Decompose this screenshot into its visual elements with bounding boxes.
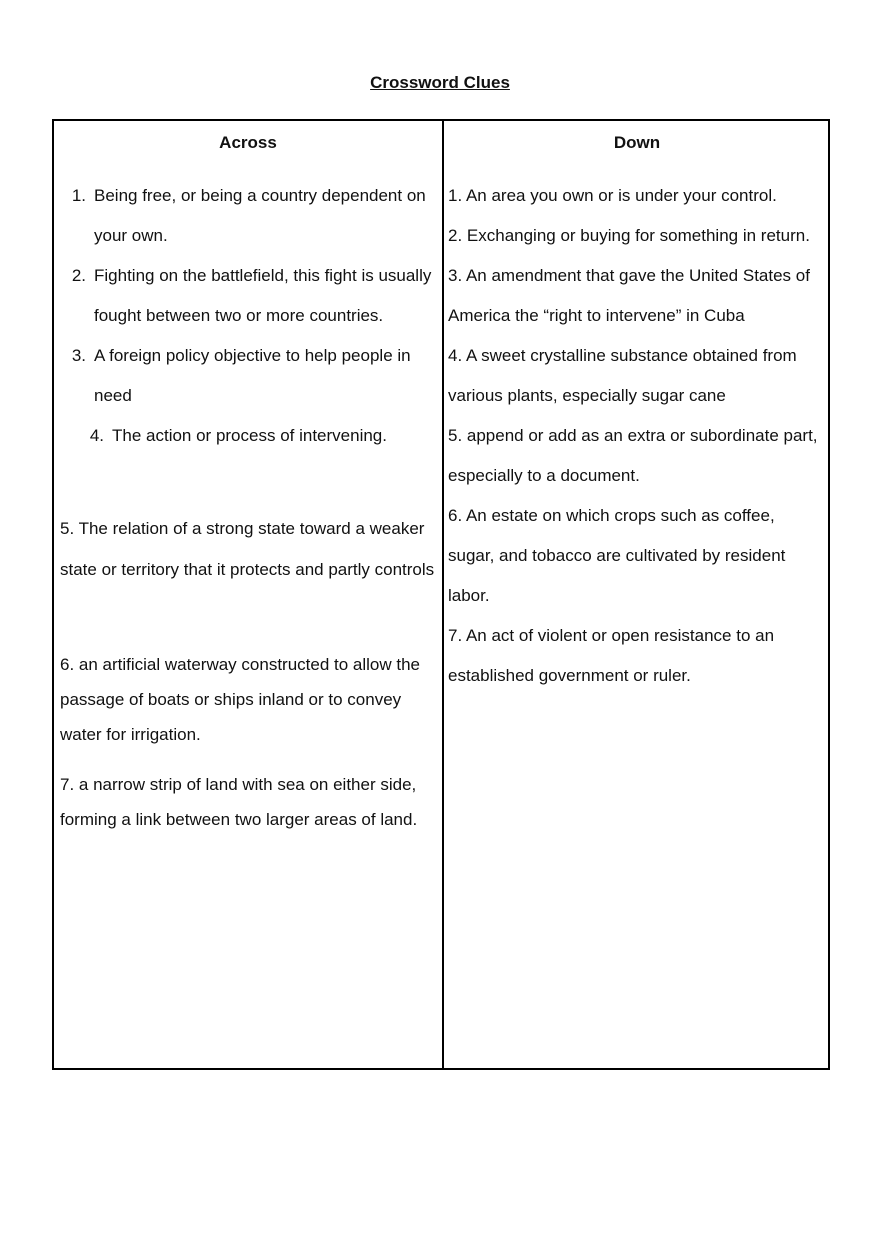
across-clue-2 — [54, 256, 438, 336]
clues-table — [52, 119, 830, 1070]
clue-text: The action or process of intervening. — [112, 426, 387, 445]
down-clue-5: 5. append or add as an extra or subordinate part, especially to a document. — [448, 426, 818, 485]
clue-text: Fighting on the battlefield, this fight is usually fought between two or more countries. — [94, 266, 432, 325]
across-clue-4 — [54, 416, 438, 456]
clue-number: 4. — [89, 426, 104, 445]
clue-number: 2. — [71, 266, 86, 285]
down-clue-7: 7. An act of violent or open resistance to an established government or ruler. — [448, 626, 775, 685]
down-clue-4: 4. A sweet crystalline substance obtained from various plants, especially sugar cane — [448, 346, 797, 405]
across-numbered-list — [54, 176, 438, 456]
clue-number: 3. — [71, 346, 86, 365]
page-title: Crossword Clues — [370, 73, 510, 92]
clue-text: Being free, or being a country dependent on your own. — [94, 186, 426, 245]
down-clue-list — [448, 176, 824, 696]
across-clue-3 — [54, 336, 438, 416]
down-clue-2: 2. Exchanging or buying for something in return. — [448, 226, 810, 245]
down-clue-3: 3. An amendment that gave the United States of America the “right to intervene” in Cuba — [448, 266, 810, 325]
clue-number: 1. — [71, 186, 86, 205]
across-heading: Across — [219, 133, 277, 152]
column-divider — [442, 121, 444, 1068]
across-clue-7: 7. a narrow strip of land with sea on either side, forming a link between two larger areas of land. — [60, 775, 418, 829]
across-clue-6: 6. an artificial waterway constructed to allow the passage of boats or ships inland or to convey water for irrigation. — [60, 655, 421, 744]
down-clue-1: 1. An area you own or is under your control. — [448, 186, 777, 205]
across-clue-1 — [54, 176, 438, 256]
clue-text: A foreign policy objective to help people in need — [94, 346, 411, 405]
down-heading: Down — [613, 133, 661, 152]
across-clue-5: 5. The relation of a strong state toward a weaker state or territory that it protects and partly controls — [60, 519, 435, 579]
down-clue-6: 6. An estate on which crops such as coffee, sugar, and tobacco are cultivated by resident labor. — [448, 506, 786, 605]
